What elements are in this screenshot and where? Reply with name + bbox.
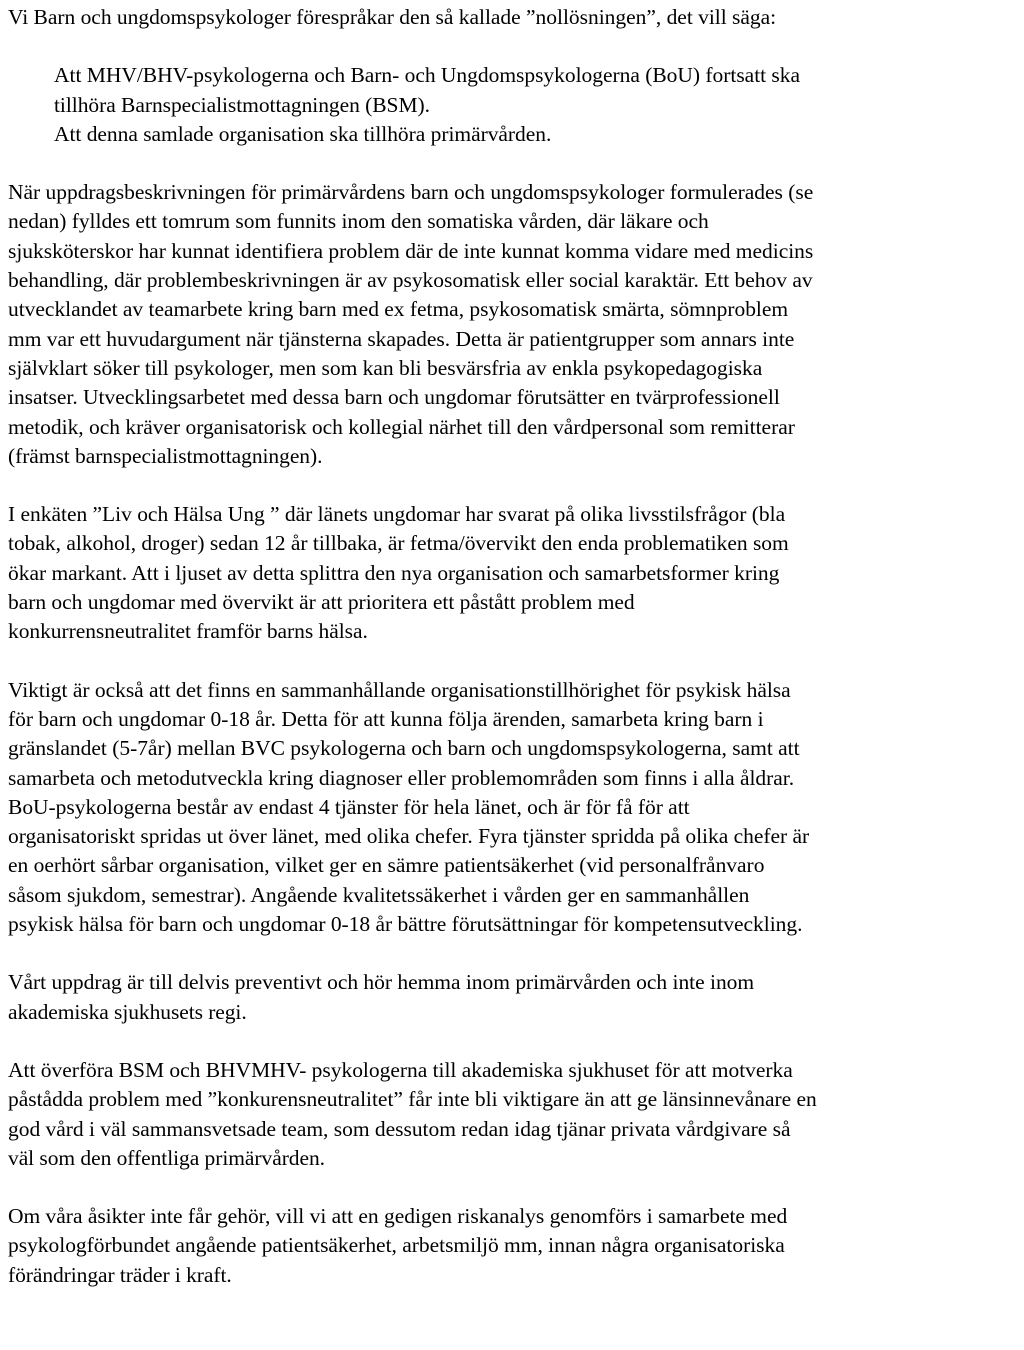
- text-line: akademiska sjukhusets regi.: [8, 999, 247, 1024]
- text-line: Vårt uppdrag är till delvis preventivt och hör hemma inom primärvården och inte inom: [8, 970, 755, 995]
- text-line: sjuksköterskor har kunnat identifiera problem där de inte kunnat komma vidare med medicins: [8, 238, 814, 263]
- text-line: psykisk hälsa för barn och ungdomar 0-18 år bättre förutsättningar för kompetensutveckling.: [8, 912, 803, 937]
- text-line: insatser. Utvecklingsarbetet med dessa barn och ungdomar förutsätter en tvärprofessionell: [8, 385, 780, 410]
- text-line: (främst barnspecialistmottagningen).: [8, 443, 323, 468]
- paragraph-organisation: [8, 676, 1018, 940]
- text-line: Viktigt är också att det finns en sammanhållande organisationstillhörighet för psykisk hälsa: [8, 677, 791, 702]
- position-item: [54, 61, 1018, 120]
- text-line: förändringar träder i kraft.: [8, 1262, 232, 1287]
- text-line: När uppdragsbeskrivningen för primärvårdens barn och ungdomspsykologer formulerades (se: [8, 180, 814, 205]
- paragraph-assignment: [8, 178, 1018, 471]
- text-line: Att MHV/BHV-psykologerna och Barn- och Ungdomspsykologerna (BoU) fortsatt ska: [54, 63, 801, 88]
- text-line: god vård i väl sammansvetsade team, som dessutom redan idag tjänar privata vårdgivare så: [8, 1116, 791, 1141]
- intro-sentence: [8, 3, 1018, 32]
- text-line: barn och ungdomar med övervikt är att prioritera ett påstått problem med: [8, 590, 635, 615]
- text-line: psykologförbundet angående patientsäkerhet, arbetsmiljö mm, innan några organisatoriska: [8, 1233, 785, 1258]
- text-line: såsom sjukdom, semestrar). Angående kvalitetssäkerhet i vården ger en sammanhållen: [8, 882, 750, 907]
- paragraph-survey: [8, 500, 1018, 646]
- text-line: tobak, alkohol, droger) sedan 12 år tillbaka, är fetma/övervikt den enda problematiken som: [8, 531, 789, 556]
- paragraph-mission: [8, 968, 1018, 1027]
- document-body: [8, 0, 1018, 1290]
- text-line: konkurrensneutralitet framför barns hälsa.: [8, 619, 368, 644]
- text-line: BoU-psykologerna består av endast 4 tjänster för hela länet, och är för få för att: [8, 794, 690, 819]
- position-list: [8, 61, 1018, 149]
- paragraph-transfer: [8, 1056, 1018, 1173]
- position-item: [54, 120, 1018, 149]
- text-line: mm var ett huvudargument när tjänsterna skapades. Detta är patientgrupper som annars inte: [8, 326, 795, 351]
- text-line: gränslandet (5-7år) mellan BVC psykologerna och barn och ungdomspsykologerna, samt att: [8, 736, 800, 761]
- text-line: en oerhört sårbar organisation, vilket ger en sämre patientsäkerhet (vid personalfrånvaro: [8, 853, 765, 878]
- text-line: metodik, och kräver organisatorisk och kollegial närhet till den vårdpersonal som remitterar: [8, 414, 795, 439]
- text-line: självklart söker till psykologer, men som kan bli besvärsfria av enkla psykopedagogiska: [8, 355, 763, 380]
- text-line: organisatoriskt spridas ut över länet, med olika chefer. Fyra tjänster spridda på olika chefer är: [8, 824, 810, 849]
- text-line: för barn och ungdomar 0-18 år. Detta för att kunna följa ärenden, samarbeta kring barn i: [8, 706, 764, 731]
- text-line: utvecklandet av teamarbete kring barn med ex fetma, psykosomatisk smärta, sömnproblem: [8, 297, 789, 322]
- text-line: tillhöra Barnspecialistmottagningen (BSM).: [54, 92, 430, 117]
- text-line: behandling, där problembeskrivningen är av psykosomatisk eller social karaktär. Ett behov av: [8, 268, 813, 293]
- text-line: nedan) fylldes ett tomrum som funnits inom den somatiska vården, där läkare och: [8, 209, 709, 234]
- text-line: påstådda problem med ”konkurensneutralitet” får inte bli viktigare än att ge länsinnevånare en: [8, 1087, 817, 1112]
- paragraph-risk-analysis: [8, 1202, 1018, 1290]
- text-line: ökar markant. Att i ljuset av detta splittra den nya organisation och samarbetsformer kring: [8, 560, 780, 585]
- text-line: I enkäten ”Liv och Hälsa Ung ” där länets ungdomar har svarat på olika livsstilsfrågor (bla: [8, 502, 786, 527]
- text-line: väl som den offentliga primärvården.: [8, 1145, 325, 1170]
- text-line: samarbeta och metodutveckla kring diagnoser eller problemområden som finns i alla åldrar.: [8, 765, 795, 790]
- text-line: Att överföra BSM och BHVMHV- psykologerna till akademiska sjukhuset för att motverka: [8, 1057, 793, 1082]
- text-line: Vi Barn och ungdomspsykologer förespråkar den så kallade ”nollösningen”, det vill säga:: [8, 5, 777, 29]
- text-line: Om våra åsikter inte får gehör, vill vi att en gedigen riskanalys genomförs i samarbete med: [8, 1204, 788, 1229]
- text-line: Att denna samlade organisation ska tillhöra primärvården.: [54, 121, 552, 146]
